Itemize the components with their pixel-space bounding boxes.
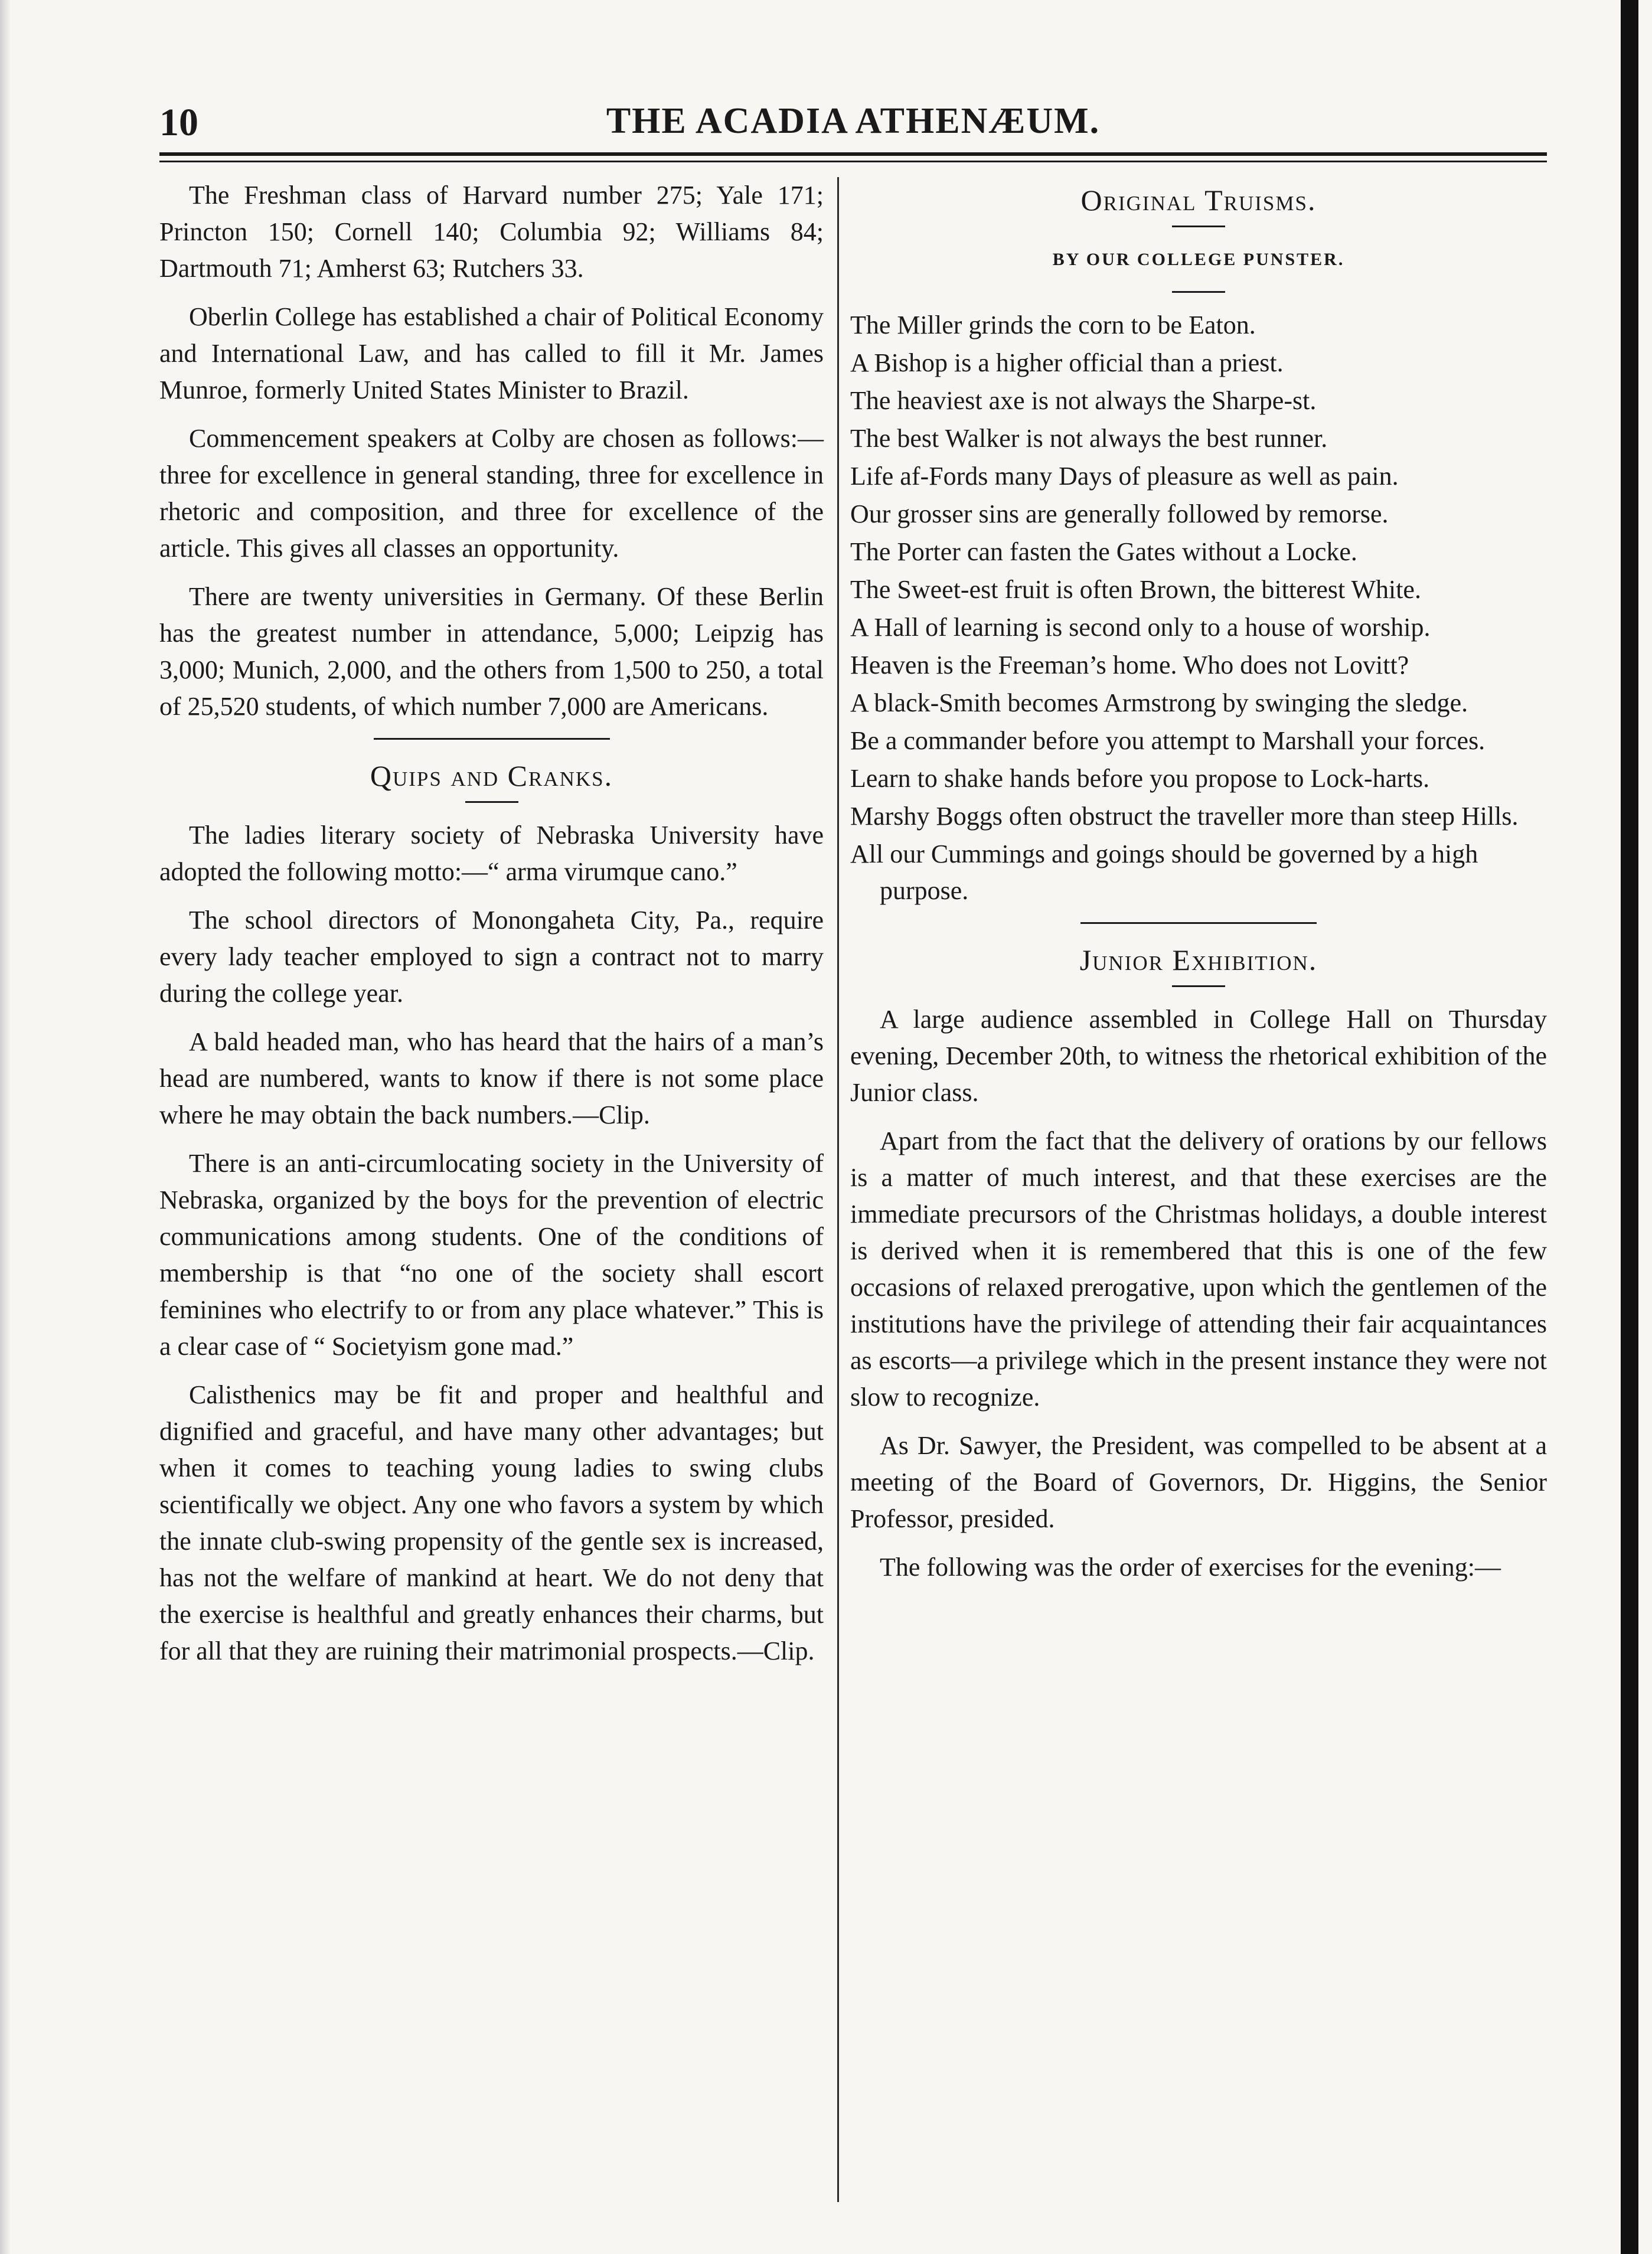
truism-item: A Bishop is a higher official than a priest. (850, 348, 1284, 377)
quip-item: Calisthenics may be fit and proper and healthful and dignified and graceful, and have many other advantages; but when it comes to teaching young ladies to swing clubs scientifically we object. Any one who favors a system by which the innate club-swing propensity of the gentle sex is increased, has not the welfare of mankind at heart. We do not deny that the exercise is healthful and greatly enhances their charms, but for all that they are ruining their matrimonial prospects.—Clip. (159, 1380, 824, 1665)
section-rule (374, 738, 610, 740)
truisms-list (850, 307, 1547, 909)
left-column (159, 177, 824, 1681)
header-rule-thin (159, 161, 1547, 162)
truism-item: The best Walker is not always the best runner. (850, 424, 1328, 453)
quip-item: The school directors of Monongaheta City, Pa., require every lady teacher employed to sign a contract not to marry during the college year. (159, 906, 824, 1008)
truism-item: The Porter can fasten the Gates without a Locke. (850, 537, 1357, 566)
exhibition-paragraph: Apart from the fact that the delivery of orations by our fellows is a matter of much interest, and that these exercises are the immediate precursors of the Christmas holidays, a double interest is derived when it is remembered that this is one of the few occasions of relaxed prerogative, upon which the gentlemen of the institutions have the privilege of attending their fair acquaintances as escorts—a privilege which in the present instance they were not slow to recognize. (850, 1126, 1547, 1412)
truism-item: A black-Smith becomes Armstrong by swinging the sledge. (850, 688, 1468, 717)
truism-item: The Miller grinds the corn to be Eaton. (850, 311, 1256, 339)
quip-item: The ladies literary society of Nebraska University have adopted the following motto:—“ arma virumque cano.” (159, 821, 824, 886)
news-item: The Freshman class of Harvard number 275; Yale 171; Princton 150; Cornell 140; Columbia 92; Williams 84; Dartmouth 71; Amherst 63; Rutchers 33. (159, 181, 824, 283)
heading-rule (1172, 226, 1225, 227)
right-column (850, 177, 1547, 1598)
heading-rule (465, 801, 518, 803)
news-item: There are twenty universities in Germany. Of these Berlin has the greatest number in attendance, 5,000; Leipzig has 3,000; Munich, 2,000, and the others from 1,500 to 250, a total of 25,520 students, of which number 7,000 are Americans. (159, 582, 824, 721)
truism-item: All our Cummings and goings should be governed by a high purpose. (850, 839, 1478, 905)
page-right-edge (1621, 0, 1638, 2254)
quip-item: There is an anti-circumlocating society in the University of Nebraska, organized by the boys for the prevention of electric communications among students. One of the conditions of membership is that “no one of the society shall escort feminines who electrify to or from any place whatever.” This is a clear case of “ Societyism gone mad.” (159, 1149, 824, 1361)
quip-item: A bald headed man, who has heard that the hairs of a man’s head are numbered, wants to know if there is not some place where he may obtain the back numbers.—Clip. (159, 1027, 824, 1129)
exhibition-paragraph: As Dr. Sawyer, the President, was compelled to be absent at a meeting of the Board of Governors, Dr. Higgins, the Senior Professor, presided. (850, 1431, 1547, 1533)
page-header (159, 100, 1547, 153)
column-divider (837, 177, 839, 2202)
truism-item: Our grosser sins are generally followed by remorse. (850, 499, 1389, 528)
truism-item: Heaven is the Freeman’s home. Who does not Lovitt? (850, 651, 1409, 680)
exhibition-heading: Junior Exhibition. (1079, 943, 1318, 976)
exhibition-paragraph: The following was the order of exercises for the evening:— (880, 1553, 1501, 1582)
truism-item: Be a commander before you attempt to Marshall your forces. (850, 726, 1486, 755)
truism-item: The Sweet-est fruit is often Brown, the bitterest White. (850, 575, 1421, 604)
news-item: Oberlin College has established a chair of Political Economy and International Law, and has called to fill it Mr. James Munroe, formerly United States Minister to Brazil. (159, 302, 824, 404)
truism-item: A Hall of learning is second only to a house of worship. (850, 613, 1431, 642)
page-left-edge (0, 0, 11, 2254)
truism-item: Learn to shake hands before you propose to Lock-harts. (850, 764, 1430, 793)
section-rule (1080, 922, 1317, 924)
truism-item: Life af-Fords many Days of pleasure as well as pain. (850, 462, 1399, 491)
quips-heading: Quips and Cranks. (370, 759, 613, 792)
truism-item: The heaviest axe is not always the Sharpe-st. (850, 386, 1317, 415)
truisms-heading: Original Truisms. (1080, 184, 1317, 217)
news-item: Commencement speakers at Colby are chosen as follows:—three for excellence in general standing, three for excellence in rhetoric and composition, and three for excellence of the article. This gives all classes an opportunity. (159, 424, 824, 563)
running-title: THE ACADIA ATHENÆUM. (606, 101, 1101, 141)
header-rule-thick (159, 152, 1547, 156)
exhibition-paragraph: A large audience assembled in College Hall on Thursday evening, December 20th, to witness the rhetorical exhibition of the Junior class. (850, 1005, 1547, 1107)
heading-rule (1172, 985, 1225, 987)
truisms-byline: BY OUR COLLEGE PUNSTER. (1052, 250, 1345, 269)
truism-item: Marshy Boggs often obstruct the traveller more than steep Hills. (850, 802, 1519, 831)
page-number: 10 (159, 101, 198, 144)
byline-rule (1172, 291, 1225, 293)
